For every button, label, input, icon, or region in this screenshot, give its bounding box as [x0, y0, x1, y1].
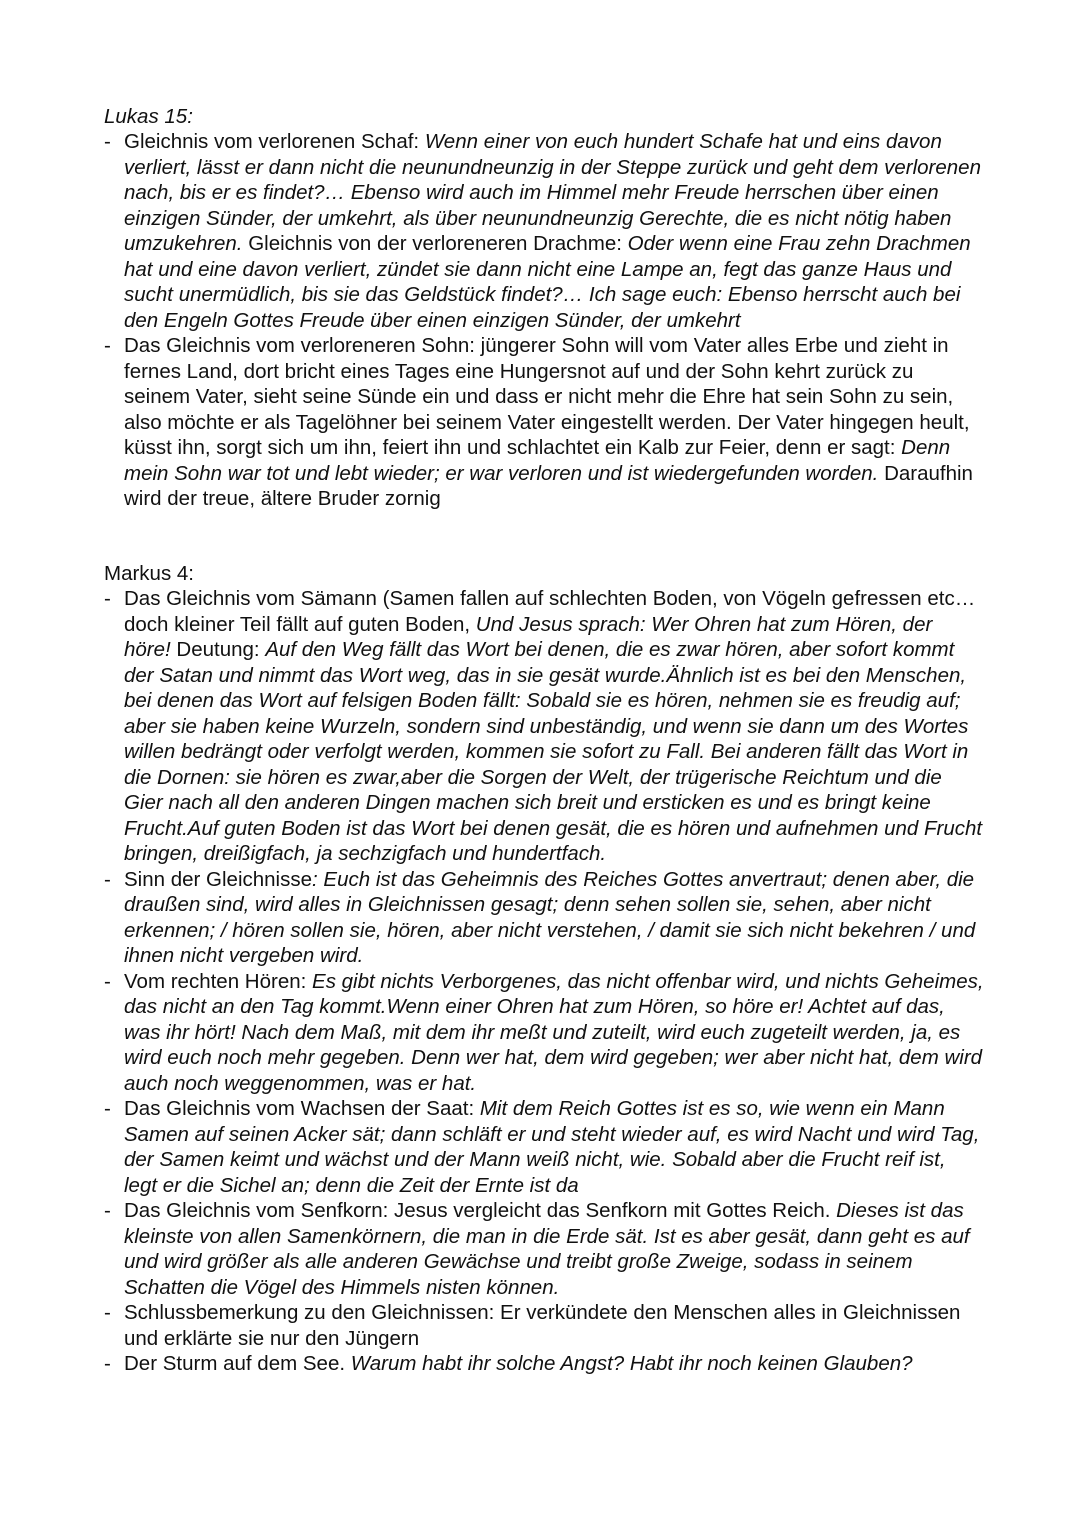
- quote-text: Mit dem Reich Gottes ist es so, wie wenn ein Mann Samen auf seinen Acker sät; dann schläft er und steht wieder auf, es wird Nacht und wird Tag, der Samen keimt und wächst und der Mann weiß nicht, wie. Sobald aber die Frucht reif ist, legt er die Sichel an; denn die Zeit der Ernte ist da: [124, 1097, 980, 1197]
- item-text: Das Gleichnis vom Sämann (Samen fallen auf schlechten Boden, von Vögeln gefressen etc… doch kleiner Teil fällt auf guten Boden,: [124, 587, 976, 636]
- list-item: [104, 867, 984, 969]
- quote-text: Und Jesus sprach: Wer Ohren hat zum Hören, der höre!: [124, 612, 933, 661]
- item-text: Das Gleichnis vom verloreneren Sohn: jüngerer Sohn will vom Vater alles Erbe und zieht in fernes Land, dort bricht eines Tages eine Hungersnot auf und der Sohn kehrt zurück zu seinem Vater, sieht seine Sünde ein und dass er nicht mehr die Ehre hat sein Sohn zu sein, also möchte er als Tagelöhner bei seinem Vater eingestellt werden. Der Vater hingegen heult, küsst ihn, sorgt sich um ihn, feiert ihn und schlachtet ein Kalb zur Feier, denn er sagt:: [124, 334, 970, 459]
- item-text: Vom rechten Hören:: [124, 969, 313, 993]
- quote-text: Denn mein Sohn war tot und lebt wieder; er war verloren und ist wiedergefunden worden.: [124, 436, 951, 485]
- item-text: Das Gleichnis vom Senfkorn: Jesus vergleicht das Senfkorn mit Gottes Reich.: [124, 1199, 837, 1222]
- quote-text: : Euch ist das Geheimnis des Reiches Gottes anvertraut; denen aber, die draußen sind, wird alles in Gleichnissen gesagt; denn sehen sollen sie, sehen, aber nicht erkennen; / hören sollen sie, hören, aber nicht verstehen, / damit sie sich nicht bekehren / und ihnen nicht vergeben wird.: [124, 867, 976, 967]
- bullet-list: [104, 129, 984, 512]
- item-text: Sinn der Gleichnisse: [124, 867, 313, 891]
- quote-text: Oder wenn eine Frau zehn Drachmen hat und eine davon verliert, zündet sie dann nicht eine Lampe an, fegt das ganze Haus und sucht unermüdlich, bis sie das Geldstück findet?… Ich sage euch: Ebenso herrscht auch bei den Engeln Gottes Freude über einen einzigen Sünder, der umkehrt: [124, 232, 971, 332]
- list-item: [104, 333, 984, 512]
- quote-text: Warum habt ihr solche Angst? Habt ihr noch keinen Glauben?: [350, 1352, 913, 1375]
- list-item: [104, 969, 984, 1097]
- item-text: Gleichnis von der verloreneren Drachme:: [242, 232, 628, 255]
- section-heading: Markus 4:: [104, 562, 194, 585]
- quote-text: Wenn einer von euch hundert Schafe hat und eins davon verliert, lässt er dann nicht die neunundneunzig in der Steppe zurück und geht dem verlorenen nach, bis er es findet?… Ebenso wird auch im Himmel mehr Freude herrschen über einen einzigen Sünder, der umkehrt, als über neunundneunzig Gerechte, die es nicht nötig haben umzukehren.: [124, 130, 981, 255]
- item-text: Deutung:: [170, 638, 266, 661]
- list-item: [104, 1198, 984, 1300]
- section-heading: Lukas 15:: [104, 105, 193, 128]
- quote-text: Es gibt nichts Verborgenes, das nicht offenbar wird, und nichts Geheimes, das nicht an den Tag kommt.Wenn einer Ohren hat zum Hören, so höre er! Achtet auf das, was ihr hört! Nach dem Maß, mit dem ihr meßt und zuteilt, wird euch zugeteilt werden, ja, es wird euch noch mehr gegeben. Denn wer hat, dem wird gegeben; wer aber nicht hat, dem wird auch noch weggenommen, was er hat.: [124, 969, 984, 1095]
- quote-text: Dieses ist das kleinste von allen Samenkörnern, die man in die Erde sät. Ist es aber gesät, dann geht es auf und wird größer als alle anderen Gewächse und treibt große Zweige, sodass in seinem Schatten die Vögel des Himmels nisten können.: [124, 1199, 970, 1299]
- list-item: [104, 586, 984, 867]
- list-item: [104, 129, 984, 333]
- list-item: [104, 1096, 984, 1198]
- list-item: [104, 1351, 984, 1377]
- list-item: [104, 1300, 984, 1351]
- quote-text: Auf den Weg fällt das Wort bei denen, die es zwar hören, aber sofort kommt der Satan und nimmt das Wort weg, das in sie gesät wurde.Ähnlich ist es bei den Menschen, bei denen das Wort auf felsigen Boden fällt: Sobald sie es hören, nehmen sie es freudig auf; aber sie haben keine Wurzeln, sondern sind unbeständig, und wenn sie dann um des Wortes willen bedrängt oder verfolgt werden, kommen sie sofort zu Fall. Bei anderen fällt das Wort in die Dornen: sie hören es zwar,aber die Sorgen der Welt, der trügerische Reichtum und die Gier nach all den anderen Dingen machen sich breit und ersticken es und es bringt keine Frucht.Auf guten Boden ist das Wort bei denen gesät, die es hören und aufnehmen und Frucht bringen, dreißigfach, ja sechzigfach und hundertfach.: [124, 638, 983, 865]
- item-text: Gleichnis vom verlorenen Schaf:: [124, 130, 425, 153]
- item-text: Daraufhin wird der treue, ältere Bruder zornig: [124, 461, 973, 510]
- bullet-list: [104, 586, 984, 1377]
- item-text: Das Gleichnis vom Wachsen der Saat:: [124, 1097, 480, 1120]
- item-text: Schlussbemerkung zu den Gleichnissen: Er verkündete den Menschen alles in Gleichnissen und erklärte sie nur den Jüngern: [124, 1301, 961, 1350]
- item-text: Der Sturm auf dem See.: [124, 1352, 351, 1375]
